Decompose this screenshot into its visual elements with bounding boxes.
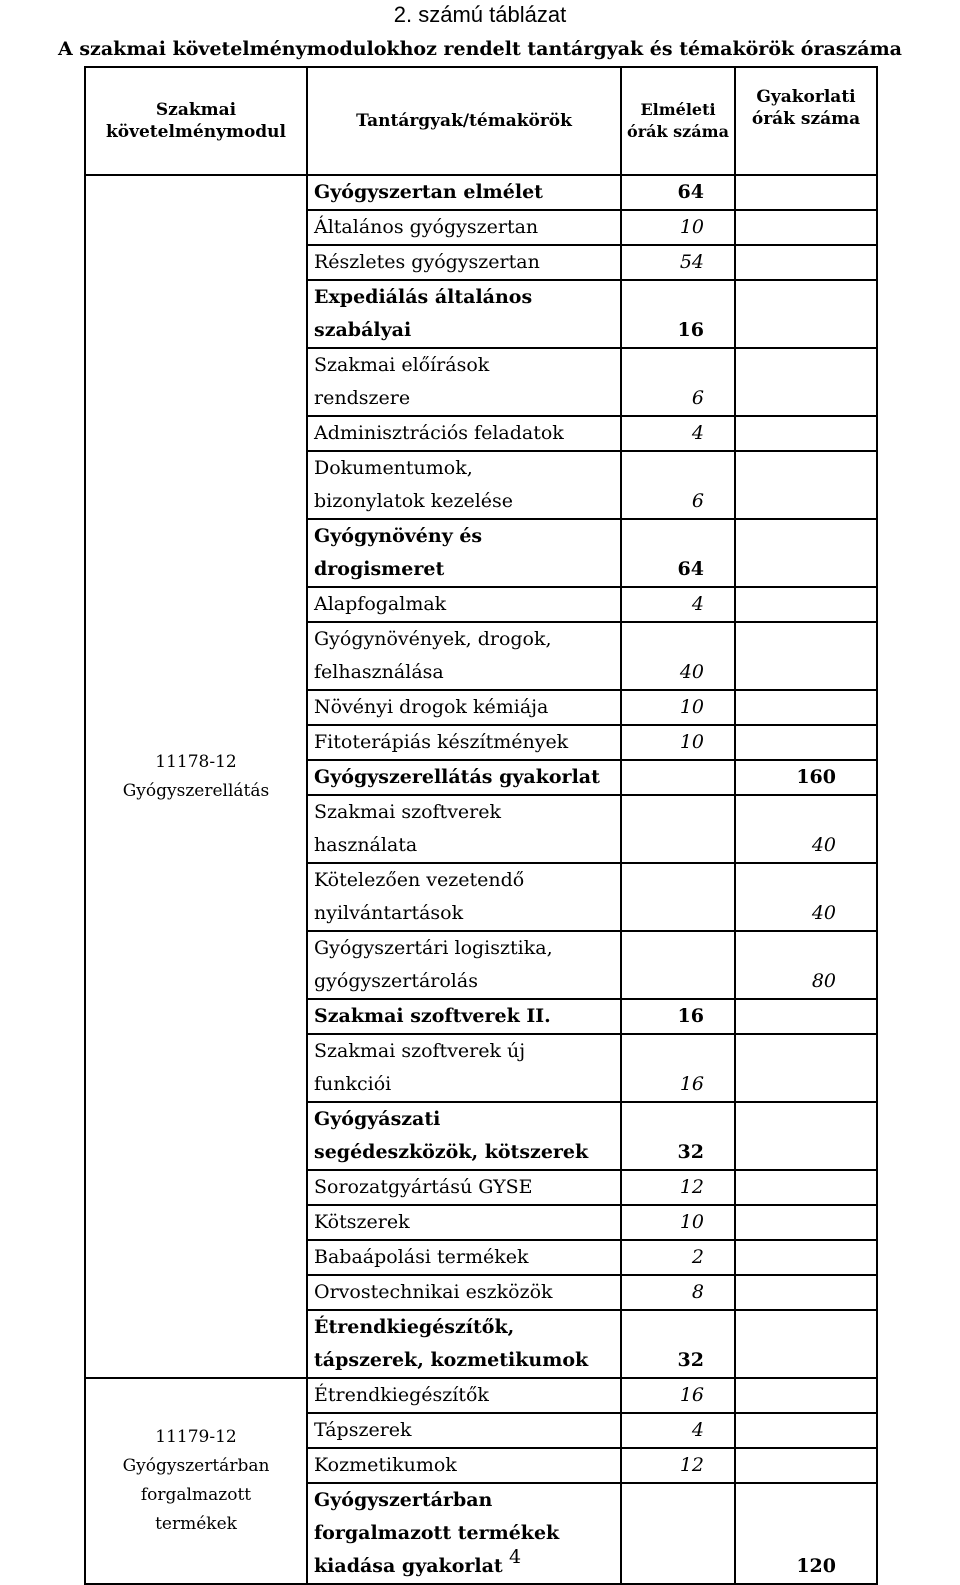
topic-cell: Szakmai szoftverek új funkciói <box>307 1034 621 1102</box>
topic-cell: Gyógyszertárban forgalmazott termékek kiadása gyakorlat <box>307 1483 621 1584</box>
topic-cell: Tápszerek <box>307 1413 621 1448</box>
topic-cell: Kozmetikumok <box>307 1448 621 1483</box>
practice-hours-cell <box>735 175 877 210</box>
practice-hours-cell <box>735 1034 877 1102</box>
page-number: 4 <box>508 1546 522 1568</box>
practice-hours-cell <box>735 1413 877 1448</box>
practice-hours-cell: 40 <box>735 795 877 863</box>
theory-hours-cell: 4 <box>621 416 735 451</box>
topic-cell: Részletes gyógyszertan <box>307 245 621 280</box>
topic-cell: Gyógynövény és drogismeret <box>307 519 621 587</box>
practice-hours-cell <box>735 451 877 519</box>
theory-hours-cell: 40 <box>621 622 735 690</box>
theory-hours-cell <box>621 795 735 863</box>
theory-hours-cell: 32 <box>621 1102 735 1170</box>
practice-hours-cell <box>735 725 877 760</box>
practice-hours-cell <box>735 1102 877 1170</box>
header-subject: Tantárgyak/témakörök <box>307 67 621 175</box>
theory-hours-cell <box>621 1483 735 1584</box>
topic-cell: Étrendkiegészítők, tápszerek, kozmetikumok <box>307 1310 621 1378</box>
table-body <box>85 175 877 1584</box>
practice-hours-cell <box>735 210 877 245</box>
topic-cell: Kötelezően vezetendő nyilvántartások <box>307 863 621 931</box>
module-code: 11178-12 <box>155 751 237 772</box>
header-row <box>85 67 877 175</box>
theory-hours-cell <box>621 863 735 931</box>
topic-cell: Étrendkiegészítők <box>307 1378 621 1413</box>
table-row <box>85 175 877 210</box>
practice-hours-cell <box>735 1205 877 1240</box>
theory-hours-cell: 16 <box>621 280 735 348</box>
practice-hours-cell <box>735 1448 877 1483</box>
theory-hours-cell: 6 <box>621 451 735 519</box>
header-theory: Elméleti órák száma <box>621 67 735 175</box>
theory-hours-cell: 64 <box>621 519 735 587</box>
table-caption-number: 2. számú táblázat <box>393 2 567 27</box>
practice-hours-cell: 160 <box>735 760 877 795</box>
topic-cell: Gyógyszertan elmélet <box>307 175 621 210</box>
theory-hours-cell: 16 <box>621 999 735 1034</box>
theory-hours-cell <box>621 931 735 999</box>
topic-cell: Dokumentumok, bizonylatok kezelése <box>307 451 621 519</box>
practice-hours-cell <box>735 690 877 725</box>
practice-hours-cell: 80 <box>735 931 877 999</box>
practice-hours-cell <box>735 416 877 451</box>
topic-cell: Gyógyászati segédeszközök, kötszerek <box>307 1102 621 1170</box>
topic-cell: Gyógyszertári logisztika, gyógyszertárolás <box>307 931 621 999</box>
theory-hours-cell <box>621 760 735 795</box>
topic-cell: Expediálás általános szabályai <box>307 280 621 348</box>
practice-hours-cell: 40 <box>735 863 877 931</box>
theory-hours-cell: 16 <box>621 1378 735 1413</box>
topic-cell: Adminisztrációs feladatok <box>307 416 621 451</box>
header-module: Szakmai követelménymodul <box>85 67 307 175</box>
theory-hours-cell: 10 <box>621 1205 735 1240</box>
theory-hours-cell: 54 <box>621 245 735 280</box>
theory-hours-cell: 2 <box>621 1240 735 1275</box>
topic-cell: Sorozatgyártású GYSE <box>307 1170 621 1205</box>
practice-hours-cell <box>735 1378 877 1413</box>
practice-hours-cell <box>735 348 877 416</box>
topic-cell: Szakmai szoftverek II. <box>307 999 621 1034</box>
theory-hours-cell: 16 <box>621 1034 735 1102</box>
practice-hours-cell <box>735 999 877 1034</box>
practice-hours-cell <box>735 1170 877 1205</box>
topic-cell: Gyógynövények, drogok, felhasználása <box>307 622 621 690</box>
theory-hours-cell: 12 <box>621 1170 735 1205</box>
module-name: Gyógyszerellátás <box>122 780 270 801</box>
theory-hours-cell: 6 <box>621 348 735 416</box>
module-code: 11179-12 <box>155 1427 237 1447</box>
theory-hours-cell: 10 <box>621 210 735 245</box>
practice-hours-cell <box>735 519 877 587</box>
theory-hours-cell: 64 <box>621 175 735 210</box>
hours-table <box>84 66 878 1585</box>
theory-hours-cell: 4 <box>621 587 735 622</box>
practice-hours-cell <box>735 587 877 622</box>
practice-hours-cell: 120 <box>735 1483 877 1584</box>
topic-cell: Alapfogalmak <box>307 587 621 622</box>
module-name: Gyógyszertárban forgalmazott termékek <box>122 1456 270 1534</box>
theory-hours-cell: 12 <box>621 1448 735 1483</box>
topic-cell: Növényi drogok kémiája <box>307 690 621 725</box>
practice-hours-cell <box>735 1275 877 1310</box>
table-row <box>85 1378 877 1413</box>
topic-cell: Babaápolási termékek <box>307 1240 621 1275</box>
topic-cell: Általános gyógyszertan <box>307 210 621 245</box>
theory-hours-cell: 32 <box>621 1310 735 1378</box>
topic-cell: Orvostechnikai eszközök <box>307 1275 621 1310</box>
topic-cell: Fitoterápiás készítmények <box>307 725 621 760</box>
topic-cell: Szakmai szoftverek használata <box>307 795 621 863</box>
theory-hours-cell: 8 <box>621 1275 735 1310</box>
topic-cell: Szakmai előírások rendszere <box>307 348 621 416</box>
practice-hours-cell <box>735 622 877 690</box>
practice-hours-cell <box>735 1240 877 1275</box>
module-cell <box>85 175 307 1378</box>
practice-hours-cell <box>735 245 877 280</box>
topic-cell: Gyógyszerellátás gyakorlat <box>307 760 621 795</box>
topic-cell: Kötszerek <box>307 1205 621 1240</box>
theory-hours-cell: 10 <box>621 690 735 725</box>
header-practice: Gyakorlati órák száma <box>735 67 877 175</box>
practice-hours-cell <box>735 280 877 348</box>
practice-hours-cell <box>735 1310 877 1378</box>
theory-hours-cell: 10 <box>621 725 735 760</box>
theory-hours-cell: 4 <box>621 1413 735 1448</box>
table-caption-title: A szakmai követelménymodulokhoz rendelt tantárgyak és témakörök óraszáma <box>58 38 902 60</box>
